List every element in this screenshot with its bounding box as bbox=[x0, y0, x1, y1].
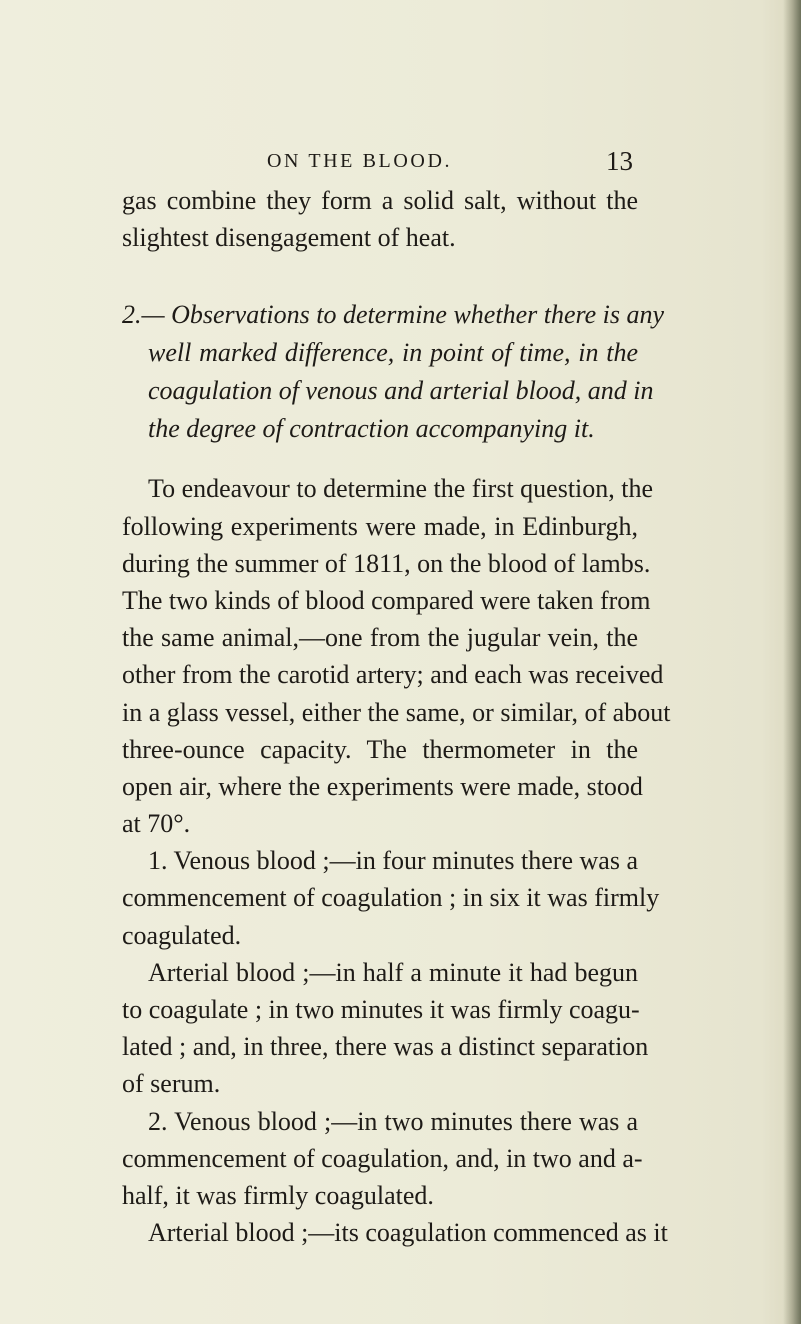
text-line: To endeavour to determine the first question, the bbox=[148, 474, 654, 504]
spacer bbox=[122, 448, 638, 470]
heading-line: coagulation of venous and arterial blood, and in bbox=[148, 376, 654, 406]
text-line: following experiments were made, in Edinburgh, bbox=[122, 511, 638, 541]
paragraph-experiment-1-venous bbox=[122, 842, 660, 954]
text-line: half, it was firmly coagulated. bbox=[122, 1180, 434, 1210]
page-number: 13 bbox=[606, 146, 633, 176]
paragraph-experiment-1-arterial bbox=[122, 954, 649, 1103]
spacer bbox=[122, 256, 638, 296]
paragraph-experiments-intro bbox=[122, 470, 671, 842]
text-line: to coagulate ; in two minutes it was firmly coagu- bbox=[122, 995, 640, 1024]
heading-line: 2.— Observations to determine whether there is any bbox=[122, 300, 665, 330]
text-line: in a glass vessel, either the same, or similar, of about bbox=[122, 697, 671, 727]
text-line: slightest disengagement of heat. bbox=[122, 223, 456, 253]
text-line: Arterial blood ;—its coagulation commenced as it bbox=[148, 1218, 668, 1248]
text-line: commencement of coagulation, and, in two and a- bbox=[122, 1143, 643, 1173]
text-line: The two kinds of blood compared were taken from bbox=[122, 585, 651, 615]
paragraph-experiment-2-venous bbox=[122, 1103, 643, 1215]
text-line: three-ounce capacity. The thermometer in the bbox=[122, 734, 638, 764]
text-line: 2. Venous blood ;—in two minutes there was a bbox=[148, 1106, 638, 1136]
text-line: other from the carotid artery; and each was received bbox=[122, 660, 664, 690]
text-line: during the summer of 1811, on the blood of lambs. bbox=[122, 548, 651, 578]
text-line: the same animal,—one from the jugular vein, the bbox=[122, 623, 638, 653]
text-line: coagulated. bbox=[122, 920, 242, 950]
heading-line: the degree of contraction accompanying it. bbox=[148, 414, 595, 444]
text-line: 1. Venous blood ;—in four minutes there was a bbox=[148, 846, 638, 876]
heading-line: well marked difference, in point of time, in the bbox=[148, 338, 638, 368]
text-block bbox=[122, 182, 671, 1251]
text-line: of serum. bbox=[122, 1069, 221, 1099]
text-line: commencement of coagulation ; in six it was firmly bbox=[122, 883, 660, 913]
text-line: lated ; and, in three, there was a distinct separation bbox=[122, 1032, 649, 1062]
running-head bbox=[0, 144, 801, 178]
page-edge-shadow bbox=[783, 0, 801, 1324]
text-line: open air, where the experiments were made, stood bbox=[122, 771, 643, 801]
text-line: Arterial blood ;—in half a minute it had begun bbox=[148, 957, 638, 987]
text-line: gas combine they form a solid salt, without the bbox=[122, 186, 638, 215]
paragraph-experiment-2-arterial bbox=[122, 1214, 668, 1251]
running-title: ON THE BLOOD. bbox=[267, 150, 453, 172]
text-line: at 70°. bbox=[122, 809, 191, 839]
paragraph-continuation bbox=[122, 182, 638, 256]
section-heading bbox=[122, 296, 665, 448]
